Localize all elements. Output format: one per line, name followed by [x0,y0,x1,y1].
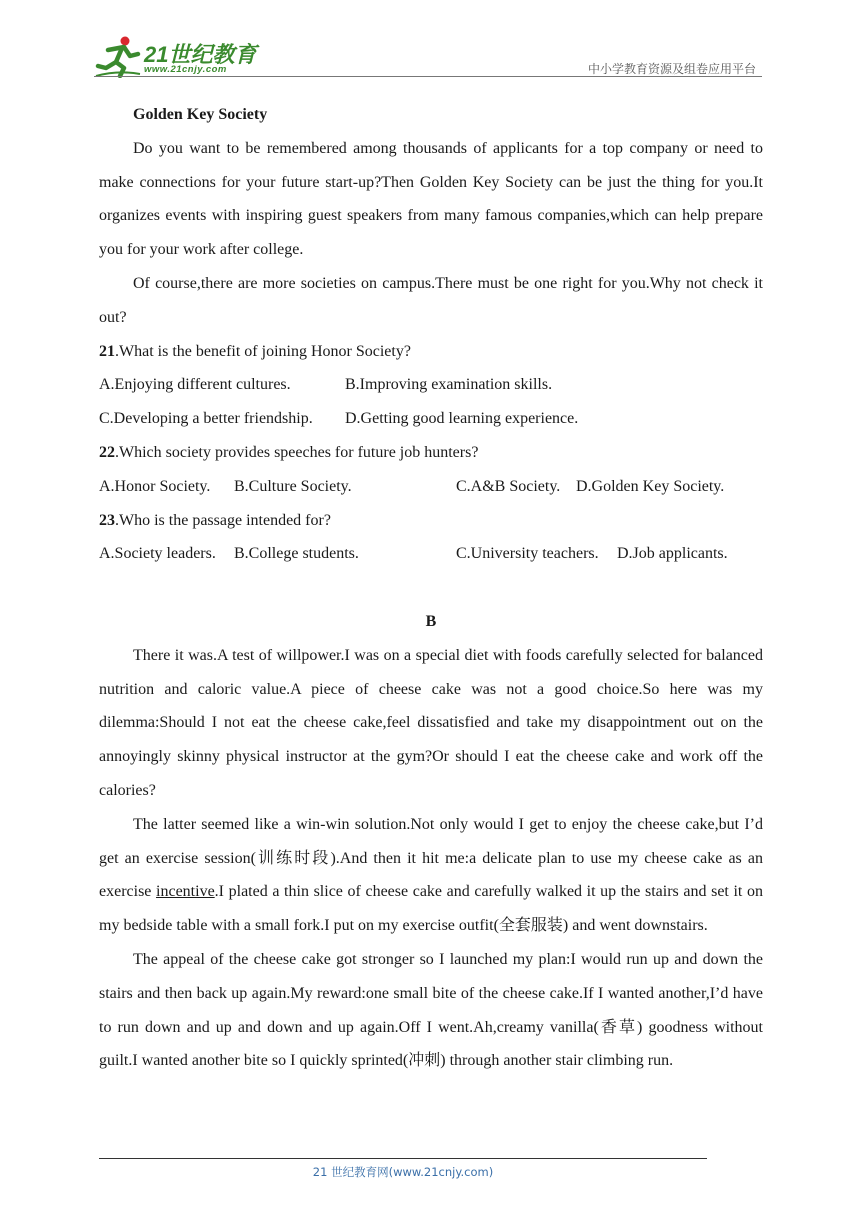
option-c[interactable]: C.Developing a better friendship. [99,410,313,428]
question-number: 22 [99,443,115,461]
page-header [0,0,860,80]
passage-b-paragraph-3: The appeal of the cheese cake got stronger so I launched my plan:I would run up and down the stairs and then back up again.My reward:one small bite of the cheese cake.If I wanted another,I’d have to run down and up and down and up again.Off I went.Ah,creamy vanilla(香草) goodness without guilt.I wanted another bite so I quickly sprinted(冲刺) through another stair climbing run. [99,950,763,1070]
passage-b-paragraph-2 [99,808,763,943]
question-stem: .What is the benefit of joining Honor Society? [115,342,411,360]
question-number: 23 [99,511,115,529]
option-c[interactable]: C.A&B Society. [456,477,561,495]
question-22 [99,436,763,470]
runner-logo-icon [94,34,142,78]
paragraph-text: .I plated a thin slice of cheese cake and carefully walked it up the stairs and set it on my bedside table with a small fork.I put on my exercise outfit(全套服装) and went downstairs. [99,883,763,935]
passage-b-paragraph-1: There it was.A test of willpower.I was on a special diet with foods carefully selected for balanced nutrition and caloric value.A piece of cheese cake was not a good choice.So here was my dilemma:Should I not eat the cheese cake,feel dissatisfied and take my disappointment out on the annoyingly skinny physical instructor at the gym?Or should I eat the cheese cake and work off the calories? [99,646,763,799]
underlined-word: incentive [156,883,215,901]
society-description: Do you want to be remembered among thousands of applicants for a top company or need to make connections for your future start-up?Then Golden Key Society can be just the thing for you.It organizes events with inspiring guest speakers from many famous companies,which can help prepare you for your work after college. [99,139,763,259]
paragraph-text: The latter seemed like a win-win solution.Not only would I get to enjoy the cheese cake,but I’d get an exercise session(训练时段).And then it hit me:a delicate plan to use my cheese cake as an exercise [99,815,763,901]
site-logo[interactable] [94,34,264,78]
options-row [99,537,763,571]
options-row [99,402,763,436]
option-a[interactable]: A.Enjoying different cultures. [99,376,291,394]
option-d[interactable]: D.Getting good learning experience. [345,410,579,428]
page-footer [0,1164,860,1180]
option-b[interactable]: B.College students. [234,545,359,563]
header-divider [94,76,762,77]
option-d[interactable]: D.Job applicants. [617,545,728,563]
document-body [99,98,763,1078]
option-a[interactable]: A.Society leaders. [99,545,216,563]
closing-paragraph: Of course,there are more societies on campus.There must be one right for you.Why not check it out? [99,274,763,326]
question-number: 21 [99,342,115,360]
option-c[interactable]: C.University teachers. [456,545,599,563]
option-b[interactable]: B.Improving examination skills. [345,376,553,394]
platform-name: 中小学教育资源及组卷应用平台 [587,62,756,76]
question-stem: .Which society provides speeches for future job hunters? [115,443,479,461]
footer-divider [99,1158,707,1159]
option-b[interactable]: B.Culture Society. [234,477,352,495]
question-23 [99,504,763,538]
options-row [99,368,763,402]
option-a[interactable]: A.Honor Society. [99,477,211,495]
logo-url: www.21cnjy.com [144,64,227,75]
society-title: Golden Key Society [133,106,268,123]
question-21 [99,335,763,369]
options-row [99,470,763,504]
section-b-heading: B [425,612,437,630]
footer-link[interactable]: 21 世纪教育网(www.21cnjy.com) [312,1165,494,1179]
question-stem: .Who is the passage intended for? [115,511,331,529]
logo-text: 21世纪教育 [144,42,257,67]
spacer [99,571,763,605]
option-d[interactable]: D.Golden Key Society. [576,477,725,495]
